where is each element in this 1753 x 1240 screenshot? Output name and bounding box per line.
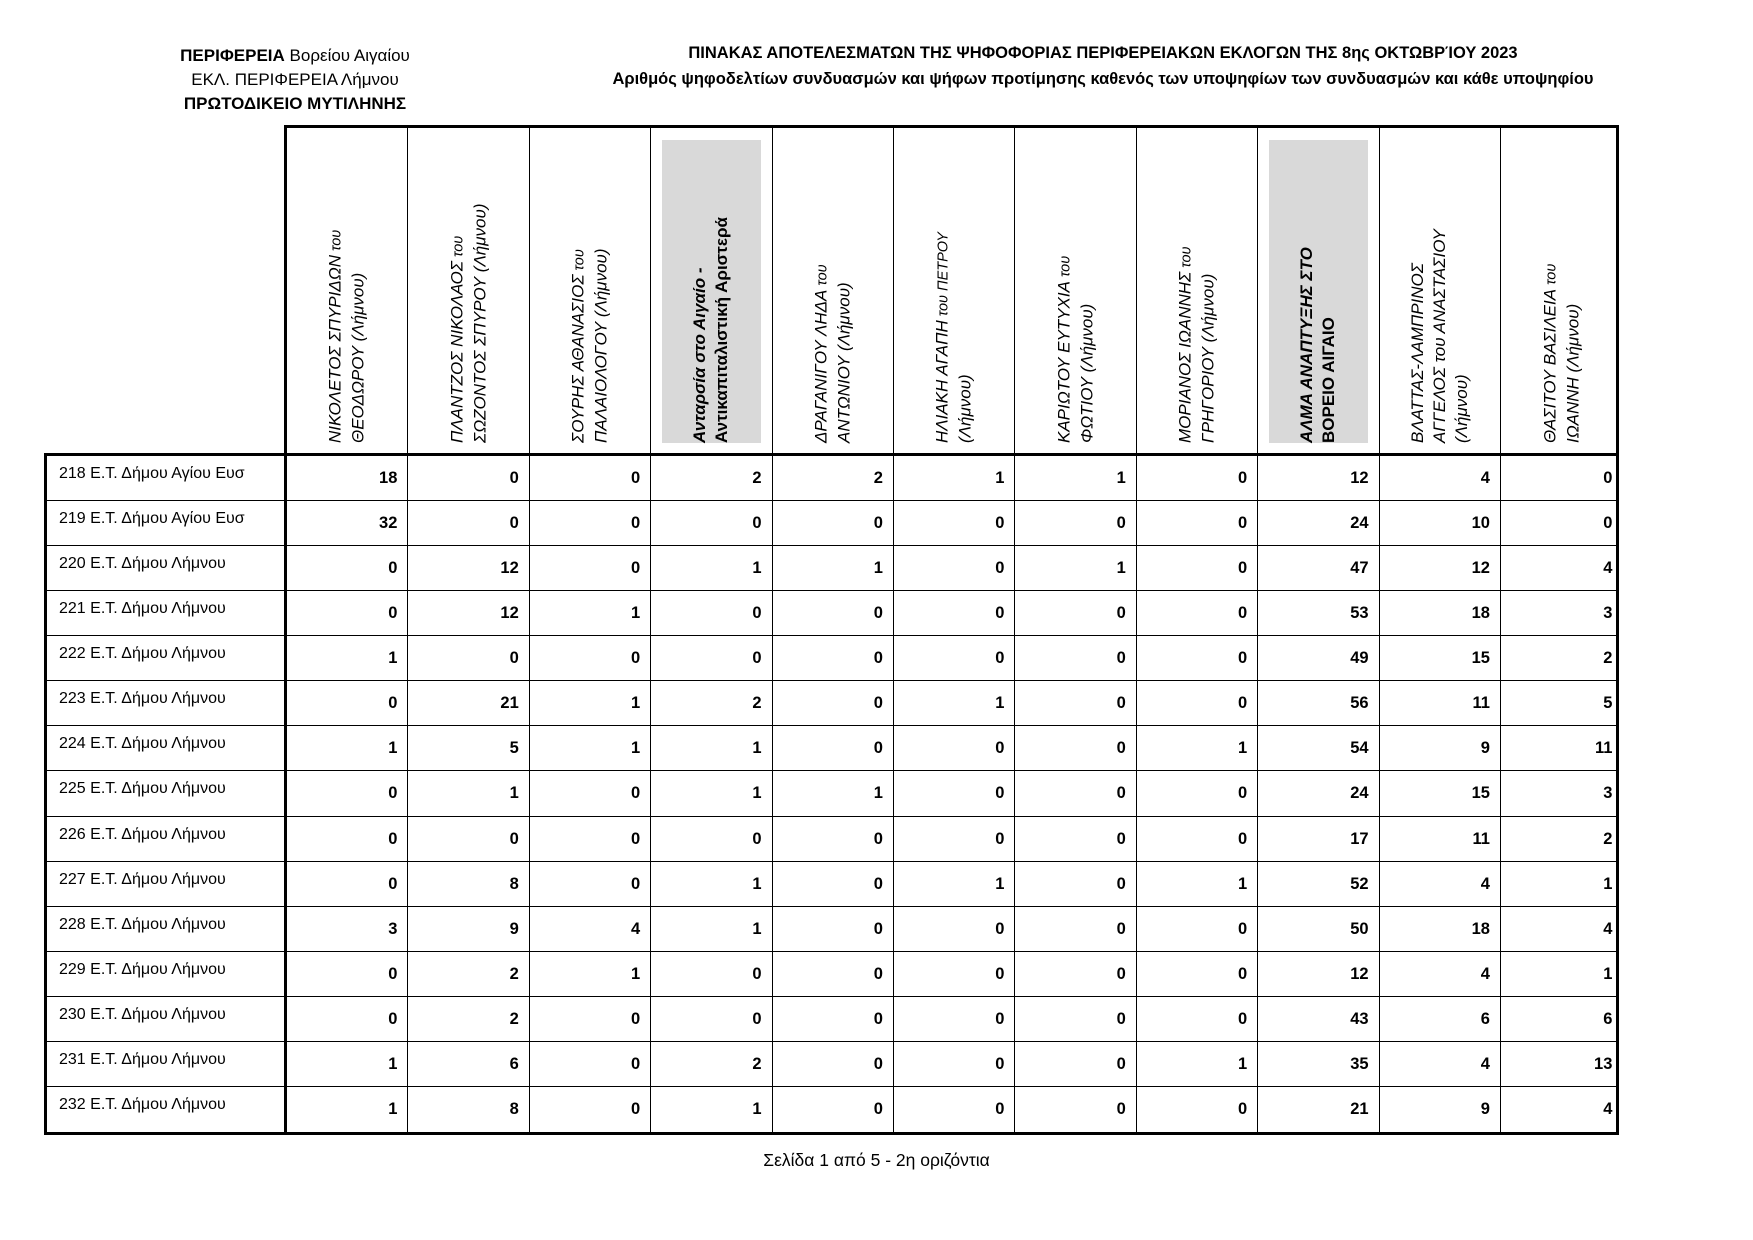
vote-count-cell: 0 bbox=[1137, 636, 1258, 680]
vote-count-cell: 15 bbox=[1380, 771, 1501, 815]
table-row bbox=[47, 591, 1616, 636]
vote-count-cell: 0 bbox=[894, 952, 1015, 996]
candidate-name: ΔΡΑΓΑΝΙΓΟΥ ΛΗΔΑ του ΑΝΤΩΝΙΟΥ (Λήμνου) bbox=[811, 264, 854, 443]
vote-count-cell: 1 bbox=[651, 771, 772, 815]
polling-station-label: 224 Ε.Τ. Δήμου Λήμνου bbox=[59, 735, 226, 753]
vote-count-cell: 0 bbox=[1015, 1042, 1136, 1086]
vote-count-cell: 50 bbox=[1258, 907, 1379, 951]
vote-count-cell: 1 bbox=[1603, 964, 1613, 983]
vote-count-cell: 0 bbox=[530, 1042, 651, 1086]
vote-count-cell: 4 bbox=[1603, 919, 1613, 938]
vote-count-cell: 9 bbox=[1380, 1087, 1501, 1132]
polling-station-label: 228 Ε.Τ. Δήμου Λήμνου bbox=[59, 915, 226, 933]
vote-count-cell: 0 bbox=[1015, 997, 1136, 1041]
vote-count-cell: 49 bbox=[1258, 636, 1379, 680]
polling-station-label: 230 Ε.Τ. Δήμου Λήμνου bbox=[59, 1005, 226, 1023]
vote-count-cell: 0 bbox=[773, 501, 894, 545]
table-row bbox=[47, 862, 1616, 907]
vote-count-cell: 0 bbox=[287, 771, 408, 815]
column-header bbox=[773, 128, 894, 458]
vote-count-cell: 1 bbox=[1137, 726, 1258, 770]
vote-count-cell: 1 bbox=[287, 726, 408, 770]
vote-count-cell: 4 bbox=[530, 907, 651, 951]
vote-count-cell: 12 bbox=[408, 591, 529, 635]
vote-count-cell: 2 bbox=[773, 456, 894, 500]
vote-count-cell: 5 bbox=[1603, 694, 1613, 713]
vote-count-cell: 6 bbox=[1380, 997, 1501, 1041]
court-name: ΠΡΩΤΟΔΙΚΕΙΟ ΜΥΤΙΛΗΝΗΣ bbox=[183, 94, 407, 113]
column-header bbox=[530, 128, 651, 458]
candidate-name: ΚΑΡΙΩΤΟΥ ΕΥΤΥΧΙΑ του ΦΩΤΙΟΥ (Λήμνου) bbox=[1054, 255, 1097, 443]
vote-count-cell: 0 bbox=[287, 817, 408, 861]
vote-count-cell: 0 bbox=[287, 591, 408, 635]
vote-count-cell: 0 bbox=[1603, 469, 1613, 487]
vote-count-cell: 2 bbox=[1603, 829, 1613, 848]
vote-count-cell: 18 bbox=[1380, 591, 1501, 635]
polling-station-label: 232 Ε.Τ. Δήμου Λήμνου bbox=[59, 1095, 226, 1113]
vote-count-cell: 0 bbox=[773, 681, 894, 725]
vote-count-cell: 0 bbox=[1137, 771, 1258, 815]
vote-count-cell: 12 bbox=[1258, 456, 1379, 500]
vote-count-cell: 21 bbox=[408, 681, 529, 725]
vote-count-cell: 1 bbox=[651, 907, 772, 951]
vote-count-cell: 4 bbox=[1603, 559, 1613, 578]
vote-count-cell: 0 bbox=[773, 817, 894, 861]
vote-count-cell: 1 bbox=[651, 546, 772, 590]
vote-count-cell: 0 bbox=[408, 817, 529, 861]
vote-count-cell: 0 bbox=[1137, 1087, 1258, 1132]
vote-count-cell: 6 bbox=[1603, 1009, 1613, 1028]
vote-count-cell: 5 bbox=[408, 726, 529, 770]
vote-count-cell: 24 bbox=[1258, 501, 1379, 545]
vote-count-cell: 0 bbox=[773, 726, 894, 770]
results-table bbox=[44, 125, 1619, 1135]
vote-count-cell: 0 bbox=[773, 997, 894, 1041]
vote-count-cell: 1 bbox=[894, 681, 1015, 725]
vote-count-cell: 0 bbox=[894, 546, 1015, 590]
vote-count-cell: 0 bbox=[651, 952, 772, 996]
vote-count-cell: 0 bbox=[1015, 1087, 1136, 1132]
vote-count-cell: 11 bbox=[1380, 681, 1501, 725]
polling-station-label: 225 Ε.Τ. Δήμου Λήμνου bbox=[59, 780, 226, 798]
table-row bbox=[47, 817, 1616, 862]
vote-count-cell: 13 bbox=[1594, 1054, 1613, 1073]
vote-count-cell: 0 bbox=[773, 862, 894, 906]
page-title: ΠΙΝΑΚΑΣ ΑΠΟΤΕΛΕΣΜΑΤΩΝ ΤΗΣ ΨΗΦΟΦΟΡΙΑΣ ΠΕΡΙΦΕΡΕΙΑΚΩΝ ΕΚΛΟΓΩΝ ΤΗΣ 8ης ΟΚΤΩΒΡΊΟΥ 2023 bbox=[688, 44, 1518, 62]
region-name: Βορείου Αιγαίου bbox=[284, 46, 410, 65]
vote-count-cell: 0 bbox=[651, 591, 772, 635]
vote-count-cell: 1 bbox=[894, 456, 1015, 500]
vote-count-cell: 2 bbox=[651, 681, 772, 725]
vote-count-cell: 4 bbox=[1380, 952, 1501, 996]
vote-count-cell: 24 bbox=[1258, 771, 1379, 815]
vote-count-cell: 12 bbox=[408, 546, 529, 590]
vote-count-cell: 4 bbox=[1380, 456, 1501, 500]
party-name: ΑΛΜΑ ΑΝΑΠΤΥΞΗΣ ΣΤΟ ΒΟΡΕΙΟ ΑΙΓΑΙΟ bbox=[1297, 247, 1339, 443]
candidate-name: ΠΛΑΝΤΖΟΣ ΝΙΚΟΛΑΟΣ του ΣΩΖΟΝΤΟΣ ΣΠΥΡΟΥ (Λήμνου) bbox=[447, 203, 490, 443]
vote-count-cell: 0 bbox=[1137, 546, 1258, 590]
vote-count-cell: 0 bbox=[651, 501, 772, 545]
vote-count-cell: 0 bbox=[530, 817, 651, 861]
polling-station-label: 227 Ε.Τ. Δήμου Λήμνου bbox=[59, 870, 226, 888]
vote-count-cell: 1 bbox=[773, 771, 894, 815]
vote-count-cell: 0 bbox=[287, 952, 408, 996]
vote-count-cell: 0 bbox=[530, 997, 651, 1041]
vote-count-cell: 0 bbox=[1137, 907, 1258, 951]
vote-count-cell: 0 bbox=[773, 1087, 894, 1132]
vote-count-cell: 0 bbox=[530, 1087, 651, 1132]
vote-count-cell: 53 bbox=[1258, 591, 1379, 635]
vote-count-cell: 1 bbox=[287, 1087, 408, 1132]
vote-count-cell: 9 bbox=[1380, 726, 1501, 770]
vote-count-cell: 4 bbox=[1380, 862, 1501, 906]
vote-count-cell: 21 bbox=[1258, 1087, 1379, 1132]
polling-station-label: 222 Ε.Τ. Δήμου Λήμνου bbox=[59, 645, 226, 663]
region-label: ΠΕΡΙΦΕΡΕΙΑ bbox=[180, 46, 285, 65]
vote-count-cell: 8 bbox=[408, 1087, 529, 1132]
party-name: Ανταρσία στο Αιγαίο - Αντικαπιταλιστική Αριστερά bbox=[690, 217, 732, 443]
vote-count-cell: 0 bbox=[408, 501, 529, 545]
vote-count-cell: 0 bbox=[894, 636, 1015, 680]
vote-count-cell: 0 bbox=[530, 501, 651, 545]
vote-count-cell: 0 bbox=[1015, 862, 1136, 906]
polling-station-label: 221 Ε.Τ. Δήμου Λήμνου bbox=[59, 600, 226, 618]
vote-count-cell: 1 bbox=[408, 771, 529, 815]
vote-count-cell: 43 bbox=[1258, 997, 1379, 1041]
vote-count-cell: 0 bbox=[1015, 681, 1136, 725]
polling-station-label: 231 Ε.Τ. Δήμου Λήμνου bbox=[59, 1050, 226, 1068]
candidate-name: ΘΑΣΙΤΟΥ ΒΑΣΙΛΕΙΑ του ΙΩΑΝΝΗ (Λήμνου) bbox=[1540, 263, 1583, 443]
vote-count-cell: 1 bbox=[530, 726, 651, 770]
vote-count-cell: 0 bbox=[530, 771, 651, 815]
vote-count-cell: 0 bbox=[1137, 997, 1258, 1041]
vote-count-cell: 52 bbox=[1258, 862, 1379, 906]
vote-count-cell: 32 bbox=[287, 501, 408, 545]
vote-count-cell: 1 bbox=[651, 726, 772, 770]
vote-count-cell: 0 bbox=[1137, 456, 1258, 500]
vote-count-cell: 0 bbox=[894, 1087, 1015, 1132]
vote-count-cell: 11 bbox=[1594, 739, 1613, 758]
vote-count-cell: 0 bbox=[773, 1042, 894, 1086]
vote-count-cell: 9 bbox=[408, 907, 529, 951]
vote-count-cell: 0 bbox=[1137, 681, 1258, 725]
vote-count-cell: 2 bbox=[651, 1042, 772, 1086]
vote-count-cell: 8 bbox=[408, 862, 529, 906]
vote-count-cell: 1 bbox=[287, 1042, 408, 1086]
vote-count-cell: 0 bbox=[1015, 817, 1136, 861]
table-row bbox=[47, 636, 1616, 681]
candidate-name: ΗΛΙΑΚΗ ΑΓΑΠΗ του ΠΕΤΡΟΥ (Λήμνου) bbox=[932, 232, 975, 443]
table-row bbox=[47, 456, 1616, 501]
column-header bbox=[1501, 128, 1622, 458]
vote-count-cell: 0 bbox=[773, 636, 894, 680]
page-subtitle: Αριθμός ψηφοδελτίων συνδυασμών και ψήφων προτίμησης καθενός των υποψηφίων των συνδυασμών και κάθε υποψηφίου bbox=[612, 70, 1594, 88]
vote-count-cell: 11 bbox=[1380, 817, 1501, 861]
vote-count-cell: 0 bbox=[1015, 591, 1136, 635]
vote-count-cell: 1 bbox=[651, 862, 772, 906]
vote-count-cell: 0 bbox=[1015, 771, 1136, 815]
vote-count-cell: 3 bbox=[287, 907, 408, 951]
electoral-region: ΕΚΛ. ΠΕΡΙΦΕΡΕΙΑ Λήμνου bbox=[191, 70, 399, 89]
vote-count-cell: 1 bbox=[894, 862, 1015, 906]
vote-count-cell: 1 bbox=[651, 1087, 772, 1132]
vote-count-cell: 6 bbox=[408, 1042, 529, 1086]
table-row bbox=[47, 501, 1616, 546]
vote-count-cell: 0 bbox=[773, 591, 894, 635]
vote-count-cell: 0 bbox=[894, 817, 1015, 861]
vote-count-cell: 0 bbox=[530, 546, 651, 590]
vote-count-cell: 10 bbox=[1380, 501, 1501, 545]
vote-count-cell: 0 bbox=[651, 636, 772, 680]
polling-station-label: 229 Ε.Τ. Δήμου Λήμνου bbox=[59, 960, 226, 978]
vote-count-cell: 2 bbox=[408, 997, 529, 1041]
vote-count-cell: 0 bbox=[1015, 726, 1136, 770]
vote-count-cell: 4 bbox=[1380, 1042, 1501, 1086]
polling-station-label: 223 Ε.Τ. Δήμου Λήμνου bbox=[59, 690, 226, 708]
vote-count-cell: 1 bbox=[773, 546, 894, 590]
vote-count-cell: 0 bbox=[408, 636, 529, 680]
vote-count-cell: 0 bbox=[1015, 952, 1136, 996]
vote-count-cell: 35 bbox=[1258, 1042, 1379, 1086]
table-row bbox=[47, 681, 1616, 726]
vote-count-cell: 0 bbox=[651, 997, 772, 1041]
vote-count-cell: 12 bbox=[1258, 952, 1379, 996]
table-row bbox=[47, 1087, 1616, 1132]
vote-count-cell: 3 bbox=[1603, 604, 1613, 623]
candidate-name: ΣΟΥΡΗΣ ΑΘΑΝΑΣΙΟΣ του ΠΑΛΑΙΟΛΟΓΟΥ (Λήμνου) bbox=[568, 248, 611, 443]
column-header bbox=[1258, 128, 1379, 458]
header-left bbox=[150, 44, 440, 116]
table-body bbox=[44, 453, 1619, 1135]
table-row bbox=[47, 771, 1616, 816]
vote-count-cell: 0 bbox=[287, 997, 408, 1041]
polling-station-label: 218 Ε.Τ. Δήμου Αγίου Ευσ bbox=[59, 465, 245, 482]
vote-count-cell: 47 bbox=[1258, 546, 1379, 590]
candidate-name: ΝΙΚΟΛΕΤΟΣ ΣΠΥΡΙΔΩΝ του ΘΕΟΔΩΡΟΥ (Λήμνου) bbox=[325, 229, 368, 443]
polling-station-label: 219 Ε.Τ. Δήμου Αγίου Ευσ bbox=[59, 510, 245, 528]
vote-count-cell: 0 bbox=[651, 817, 772, 861]
vote-count-cell: 1 bbox=[287, 636, 408, 680]
candidate-name: ΜΟΡΙΑΝΟΣ ΙΩΑΝΝΗΣ του ΓΡΗΓΟΡΙΟΥ (Λήμνου) bbox=[1175, 246, 1218, 443]
vote-count-cell: 0 bbox=[894, 771, 1015, 815]
header-right bbox=[548, 40, 1658, 92]
vote-count-cell: 0 bbox=[894, 501, 1015, 545]
vote-count-cell: 0 bbox=[773, 907, 894, 951]
vote-count-cell: 17 bbox=[1258, 817, 1379, 861]
candidate-name: ΒΛΑΤΤΑΣ-ΛΑΜΠΡΙΝΟΣ ΑΓΓΕΛΟΣ του ΑΝΑΣΤΑΣΙΟΥ (Λήμνου) bbox=[1407, 229, 1471, 443]
vote-count-cell: 0 bbox=[530, 862, 651, 906]
vote-count-cell: 0 bbox=[1137, 591, 1258, 635]
polling-station-label: 220 Ε.Τ. Δήμου Λήμνου bbox=[59, 555, 226, 573]
vote-count-cell: 1 bbox=[530, 591, 651, 635]
vote-count-cell: 0 bbox=[408, 456, 529, 500]
column-header bbox=[651, 128, 772, 458]
vote-count-cell: 2 bbox=[651, 456, 772, 500]
vote-count-cell: 0 bbox=[1137, 817, 1258, 861]
vote-count-cell: 0 bbox=[530, 456, 651, 500]
vote-count-cell: 56 bbox=[1258, 681, 1379, 725]
column-header bbox=[894, 128, 1015, 458]
vote-count-cell: 0 bbox=[894, 726, 1015, 770]
table-row bbox=[47, 997, 1616, 1042]
vote-count-cell: 1 bbox=[1603, 874, 1613, 893]
vote-count-cell: 0 bbox=[1015, 501, 1136, 545]
vote-count-cell: 18 bbox=[1380, 907, 1501, 951]
column-header bbox=[408, 128, 529, 458]
vote-count-cell: 15 bbox=[1380, 636, 1501, 680]
vote-count-cell: 0 bbox=[1015, 636, 1136, 680]
vote-count-cell: 0 bbox=[1603, 514, 1613, 533]
vote-count-cell: 0 bbox=[1137, 952, 1258, 996]
vote-count-cell: 1 bbox=[530, 952, 651, 996]
vote-count-cell: 0 bbox=[773, 952, 894, 996]
vote-count-cell: 0 bbox=[1137, 501, 1258, 545]
vote-count-cell: 0 bbox=[1015, 907, 1136, 951]
vote-count-cell: 1 bbox=[530, 681, 651, 725]
vote-count-cell: 3 bbox=[1603, 784, 1613, 803]
table-row bbox=[47, 726, 1616, 771]
table-row bbox=[47, 952, 1616, 997]
table-header bbox=[284, 125, 1619, 455]
vote-count-cell: 0 bbox=[894, 1042, 1015, 1086]
vote-count-cell: 1 bbox=[1015, 456, 1136, 500]
vote-count-cell: 0 bbox=[894, 591, 1015, 635]
vote-count-cell: 18 bbox=[287, 456, 408, 500]
page-footer: Σελίδα 1 από 5 - 2η οριζόντια bbox=[763, 1150, 990, 1170]
polling-station-label: 226 Ε.Τ. Δήμου Λήμνου bbox=[59, 825, 226, 843]
vote-count-cell: 1 bbox=[1137, 1042, 1258, 1086]
vote-count-cell: 1 bbox=[1137, 862, 1258, 906]
table-row bbox=[47, 1042, 1616, 1087]
vote-count-cell: 12 bbox=[1380, 546, 1501, 590]
vote-count-cell: 0 bbox=[894, 997, 1015, 1041]
vote-count-cell: 0 bbox=[287, 546, 408, 590]
vote-count-cell: 4 bbox=[1603, 1099, 1613, 1118]
column-header bbox=[1015, 128, 1136, 458]
vote-count-cell: 54 bbox=[1258, 726, 1379, 770]
vote-count-cell: 0 bbox=[287, 862, 408, 906]
vote-count-cell: 0 bbox=[287, 681, 408, 725]
table-row bbox=[47, 907, 1616, 952]
column-header bbox=[1137, 128, 1258, 458]
vote-count-cell: 0 bbox=[894, 907, 1015, 951]
vote-count-cell: 1 bbox=[1015, 546, 1136, 590]
column-header bbox=[1380, 128, 1501, 458]
table-row bbox=[47, 546, 1616, 591]
column-header bbox=[287, 128, 408, 458]
vote-count-cell: 0 bbox=[530, 636, 651, 680]
vote-count-cell: 2 bbox=[408, 952, 529, 996]
vote-count-cell: 2 bbox=[1603, 649, 1613, 668]
